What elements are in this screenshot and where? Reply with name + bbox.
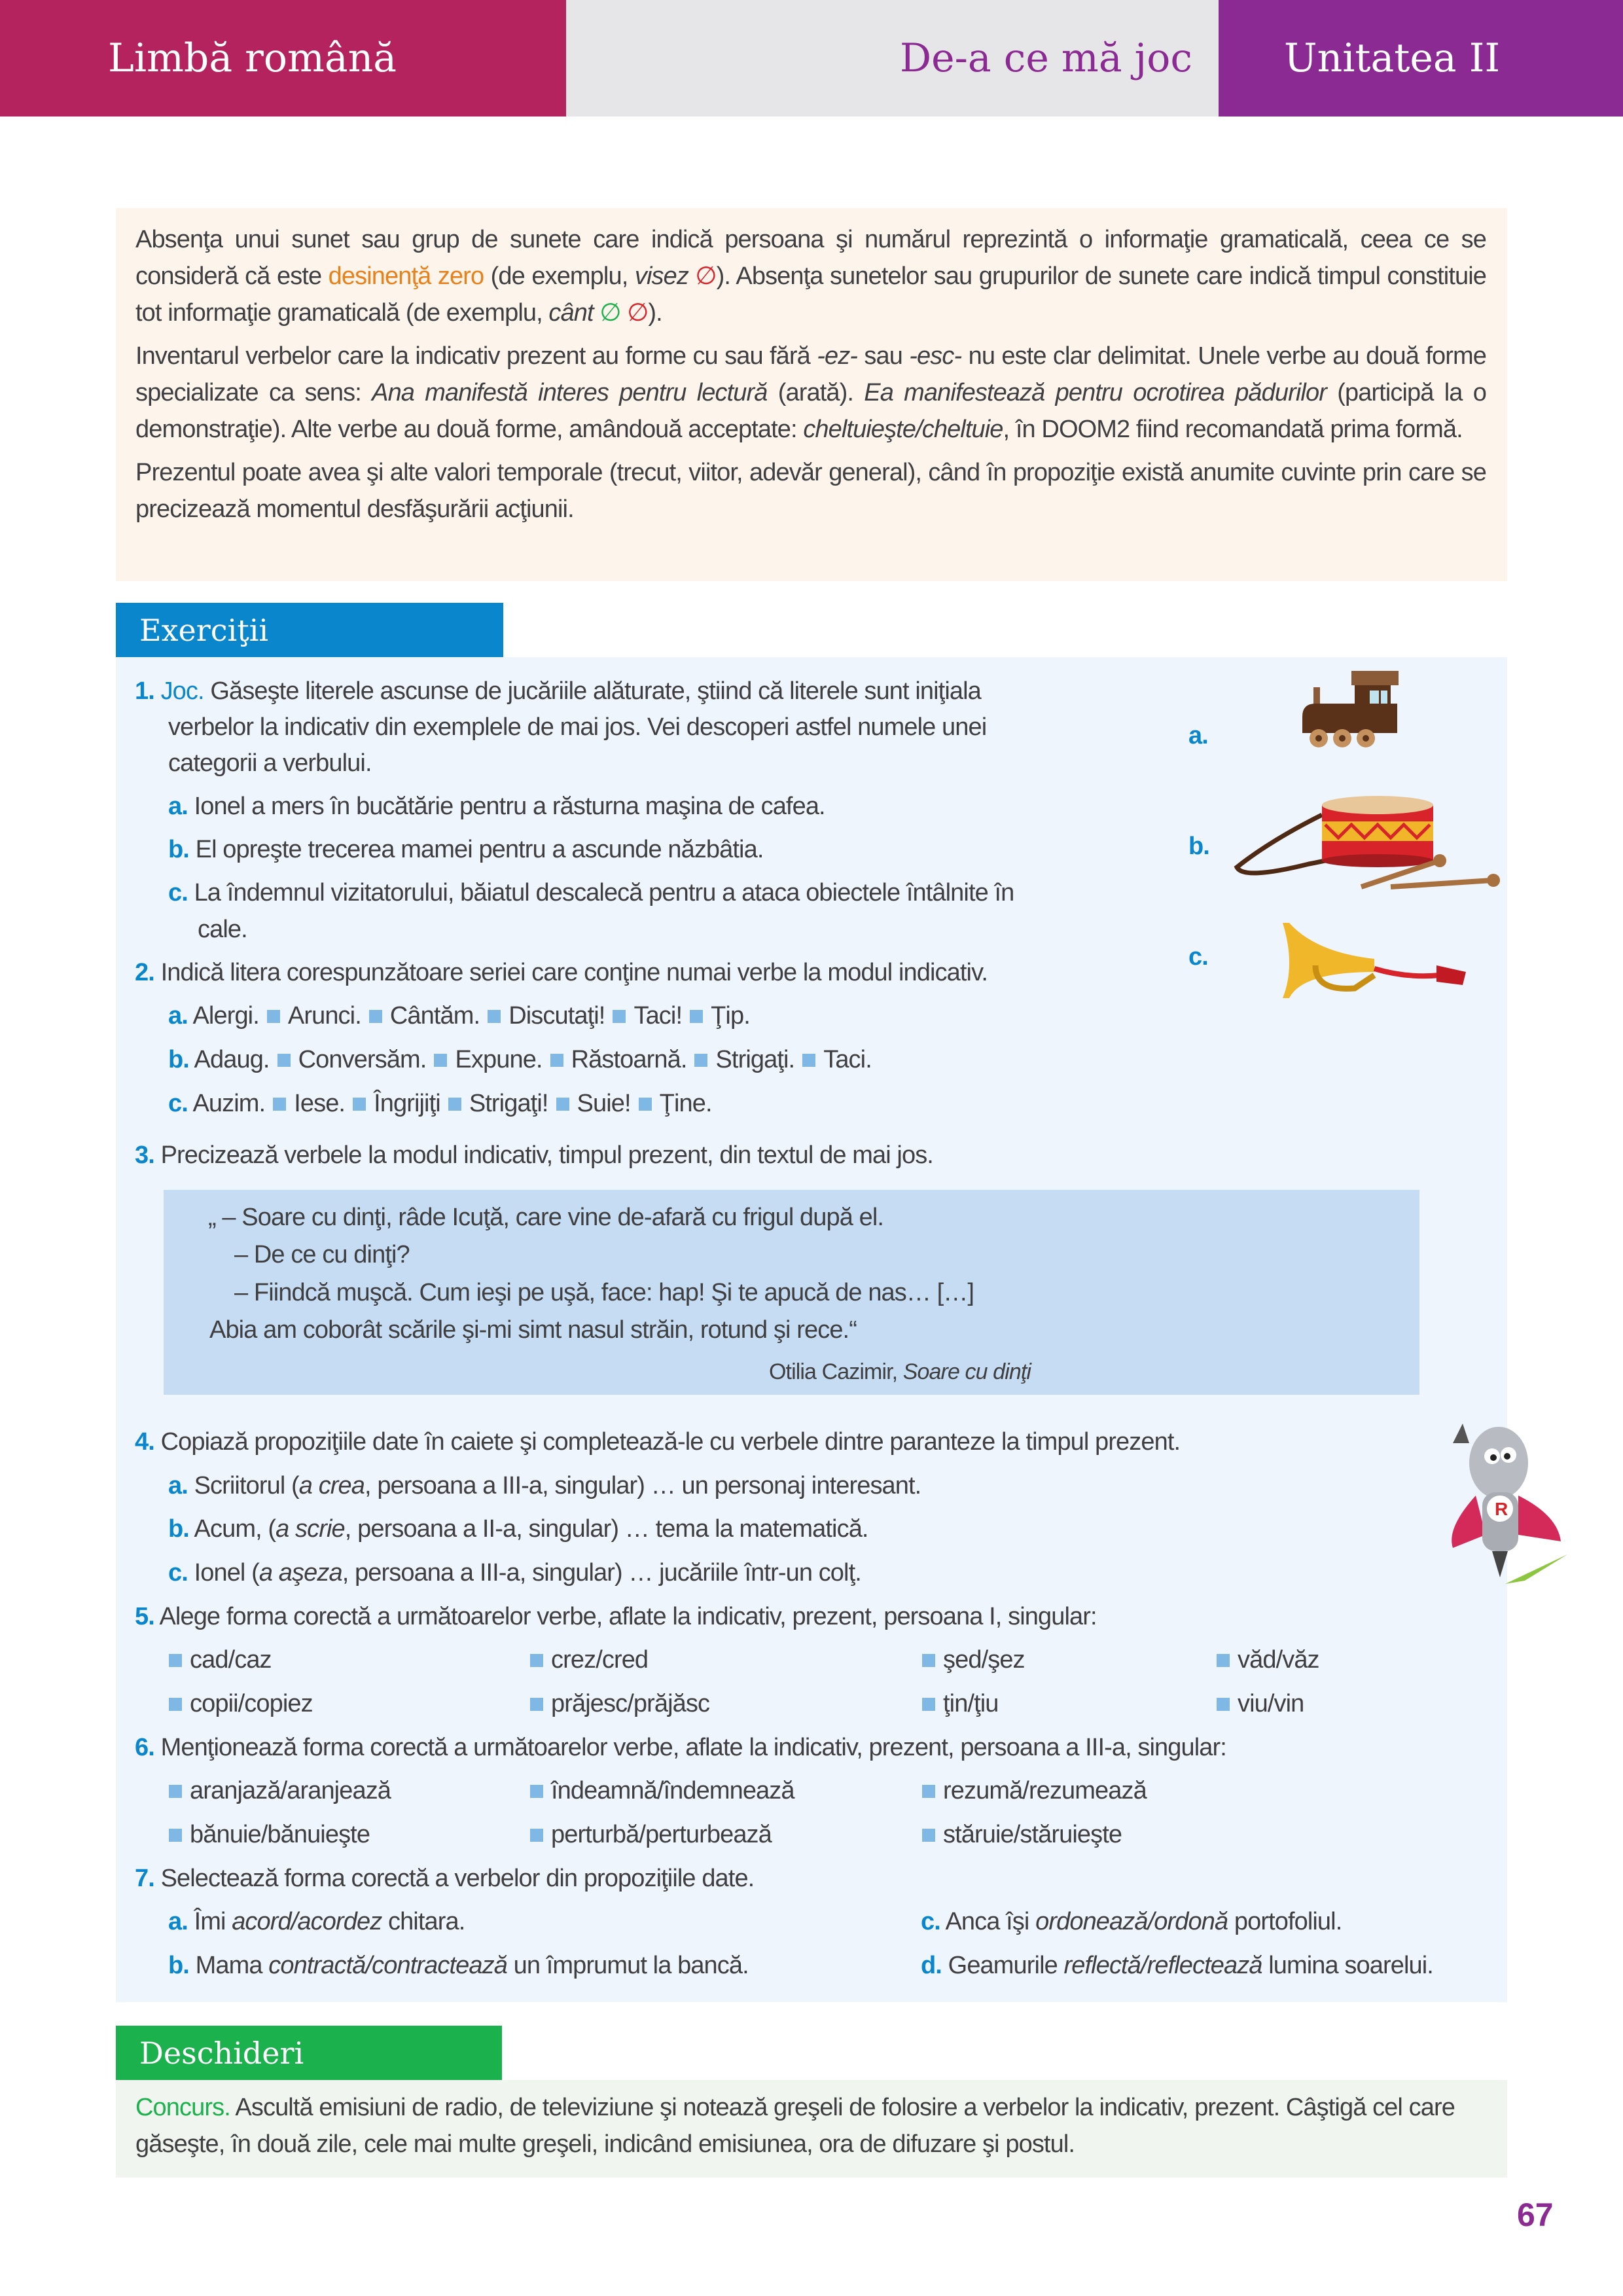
quote-source: Otilia Cazimir, Soare cu dinţi (769, 1359, 1031, 1384)
exercise-2-row-c: c. Auzim. Iese. Îngrijiţi Strigaţi! Suie! Ţine. (168, 1090, 712, 1117)
exercise-1-item-a: a. Ionel a mers în bucătărie pentru a răsturna maşina de cafea. (168, 793, 825, 820)
exercises-heading: Exerciţii (116, 603, 503, 658)
toy-train-image (1299, 668, 1410, 756)
option: aranjază/aranjează (161, 1772, 391, 1809)
exercise-4: 4. Copiază propoziţiile date în caiete şi completează-le cu verbele dintre paranteze la timpul prezent. (135, 1428, 1181, 1456)
option: cad/caz (161, 1641, 272, 1678)
exercise-4-item-c: c. Ionel (a aşeza, persoana a III-a, singular) … jucăriile într-un colţ. (168, 1559, 861, 1587)
lesson-label: De-a ce mă joc (900, 35, 1192, 81)
subject-label: Limbă română (108, 35, 397, 81)
unit-title (1219, 0, 1623, 117)
toy-drum-image (1230, 795, 1505, 893)
exercise-1-item-c: c. La îndemnul vizitatorului, băiatul descalecă pentru a ataca obiectele întâlnite în (168, 879, 1014, 906)
exercise-6: 6. Menţionează forma corectă a următoarelor verbe, aflate la indicativ, prezent, persoana a III-a, singular: (135, 1734, 1226, 1761)
toy-trumpet-image (1276, 920, 1479, 1005)
quote-line: – Fiindcă muşcă. Cum ieşi pe uşă, face: hap! Şi te apucă de nas… […] (234, 1279, 974, 1306)
exercise-7-item-c: c. Anca îşi ordonează/ordonă portofoliul. (921, 1908, 1342, 1935)
option: rezumă/rezumează (914, 1772, 1147, 1809)
toy-label-c: c. (1188, 943, 1208, 971)
quote-line: „ – Soare cu dinţi, râde Icuţă, care vine de-afară cu frigul după el. (208, 1204, 884, 1231)
quote-line: – De ce cu dinţi? (234, 1241, 410, 1268)
exercise-4-item-a: a. Scriitorul (a crea, persoana a III-a, singular) … un personaj interesant. (168, 1472, 921, 1499)
exercise-1-line2: verbelor la indicativ din exemplele de mai jos. Vei descoperi astfel numele unei (168, 713, 987, 741)
exercise-4-item-b: b. Acum, (a scrie, persoana a II-a, singular) … tema la matematică. (168, 1515, 868, 1543)
exercise-2: 2. Indică litera corespunzătoare seriei care conţine numai verbe la modul indicativ. (135, 959, 988, 986)
exercise-1: 1. Joc. Găseşte literele ascunse de jucăriile alăturate, ştiind că literele sunt iniţiala (135, 677, 981, 705)
openings-box: Concurs. Ascultă emisiuni de radio, de televiziune şi notează greşeli de folosire a verbelor la indicativ, prezent. Câştigă cel care găseşte, în două zile, cele mai multe greşeli, indicând emisiunea, ora de difuzare şi postul. (116, 2080, 1507, 2178)
grammar-info-box (116, 208, 1507, 581)
option: crez/cred (522, 1641, 648, 1678)
option: viu/vin (1209, 1685, 1304, 1722)
exercise-7-item-d: d. Geamurile reflectă/reflectează lumina soarelui. (921, 1952, 1433, 1979)
page-number: 67 (1517, 2197, 1554, 2233)
exercise-1-line3: categorii a verbului. (168, 749, 372, 777)
info-paragraph-1: Absenţa unui sunet sau grup de sunete care indică persoana şi numărul reprezintă o informaţie gramaticală, ceea ce se consideră că este desinenţă zero (de exemplu, visez ∅). Absenţa sunetelor sau grupurilor de sunete care indică timpul constituie tot informaţie gramaticală (de exemplu, cânt ∅ ∅). (135, 226, 1487, 327)
option: prăjesc/prăjăsc (522, 1685, 709, 1722)
info-paragraph-3: Prezentul poate avea şi alte valori temporale (trecut, viitor, adevăr general), când în propoziţie există anumite cuvinte prin care se precizează momentul desfăşurării acţiunii. (135, 459, 1486, 523)
exercise-7-item-b: b. Mama contractă/contractează un împrumut la bancă. (168, 1952, 749, 1979)
option: perturbă/perturbează (522, 1816, 772, 1853)
option: ţin/ţiu (914, 1685, 999, 1722)
toy-label-a: a. (1188, 722, 1208, 749)
quote-line: Abia am coborât scările şi-mi simt nasul străin, rotund şi rece.“ (209, 1316, 857, 1344)
option: bănuie/bănuieşte (161, 1816, 370, 1853)
option: văd/văz (1209, 1641, 1319, 1678)
exercise-7-item-a: a. Îmi acord/acordez chitara. (168, 1908, 465, 1935)
exercise-1-item-b: b. El opreşte trecerea mamei pentru a ascunde năzbâtia. (168, 836, 764, 863)
mascot-image (1446, 1417, 1577, 1590)
exercise-3: 3. Precizează verbele la modul indicativ, timpul prezent, din textul de mai jos. (135, 1141, 933, 1169)
lesson-title (566, 0, 1219, 117)
option: şed/şez (914, 1641, 1025, 1678)
info-paragraph-2: Inventarul verbelor care la indicativ prezent au forme cu sau fără -ez- sau -esc- nu este clar delimitat. Unele verbe au două forme specializate ca sens: Ana manifestă interes pentru lectură (arată). Ea manifestează pentru ocrotirea pădurilor (participă la o demonstraţie). Alte verbe au două forme, amândouă acceptate: cheltuieşte/cheltuie, în DOOM2 fiind recomandată prima formă. (135, 342, 1486, 443)
openings-heading: Deschideri (116, 2026, 502, 2081)
exercise-7: 7. Selectează forma corectă a verbelor din propoziţiile date. (135, 1865, 755, 1892)
exercise-2-row-a: a. Alergi. Arunci. Cântăm. Discutaţi! Taci! Ţip. (168, 1002, 750, 1030)
unit-label: Unitatea II (1284, 35, 1501, 81)
toy-label-b: b. (1188, 833, 1209, 860)
exercise-1-item-c-cont: cale. (198, 916, 247, 943)
option: copii/copiez (161, 1685, 313, 1722)
exercise-2-row-b: b. Adaug. Conversăm. Expune. Răstoarnă. Strigaţi. Taci. (168, 1046, 872, 1073)
svg-text:R: R (1495, 1499, 1508, 1519)
exercise-5: 5. Alege forma corectă a următoarelor verbe, aflate la indicativ, prezent, persoana I, singular: (135, 1603, 1097, 1630)
subject-title (0, 0, 566, 117)
option: stăruie/stăruieşte (914, 1816, 1122, 1853)
option: îndeamnă/îndemnează (522, 1772, 794, 1809)
